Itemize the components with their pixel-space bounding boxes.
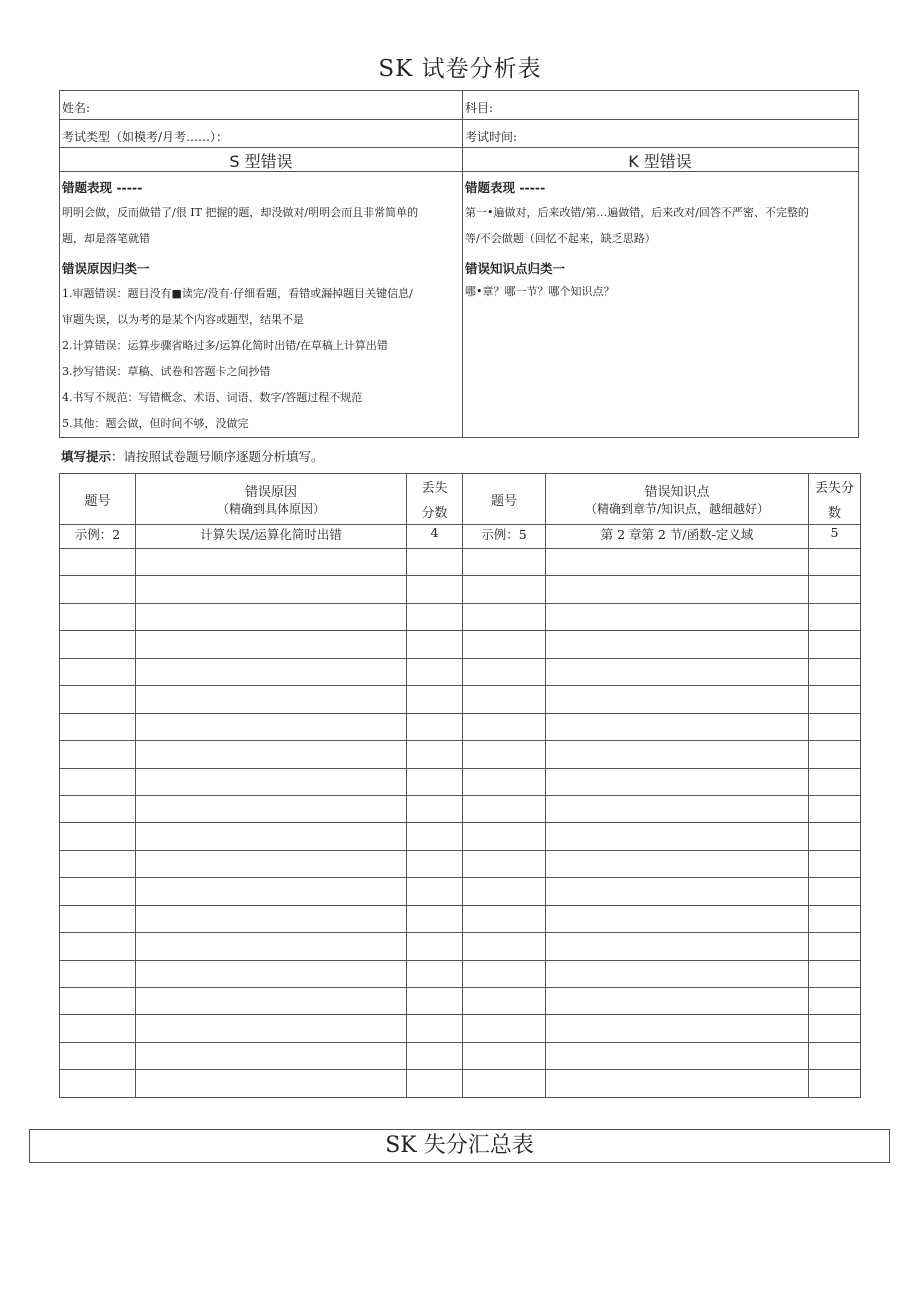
table-cell[interactable] (407, 933, 463, 960)
table-cell[interactable] (136, 905, 407, 932)
k-knowledge-heading: 错误知识点归类一 (465, 261, 566, 276)
table-cell[interactable] (809, 960, 861, 987)
table-cell[interactable] (546, 1042, 809, 1069)
table-cell[interactable] (136, 1070, 407, 1097)
table-cell[interactable] (60, 1042, 136, 1069)
k-symptom-text: 第一•遍做对，后来改错/第…遍做错，后来改对/回答不严密、不完整的 等/不会做题（回忆不起来，缺乏思路） (465, 206, 809, 245)
table-cell[interactable] (463, 905, 546, 932)
analysis-table (59, 473, 861, 1098)
summary-title: SK 失分汇总表 (29, 1129, 890, 1163)
table-row (60, 1015, 861, 1042)
table-cell[interactable] (463, 1015, 546, 1042)
s-reason-heading: 错误原因归类一 (62, 261, 150, 276)
table-cell[interactable] (546, 905, 809, 932)
table-cell[interactable] (60, 1015, 136, 1042)
table-cell[interactable] (136, 1042, 407, 1069)
table-cell[interactable] (546, 1015, 809, 1042)
table-cell[interactable] (546, 933, 809, 960)
col-question-1: 题号 (60, 474, 136, 525)
table-cell[interactable] (809, 795, 861, 822)
table-cell[interactable] (407, 1070, 463, 1097)
table-cell[interactable] (60, 603, 136, 630)
table-cell[interactable] (546, 823, 809, 850)
table-cell[interactable] (463, 768, 546, 795)
col-lost-score-1: 丢失 分数 (407, 474, 463, 525)
table-row (60, 686, 861, 713)
subject-label: 科目: (465, 101, 494, 115)
list-item: 1.审题错误：题目没有■读完/没有·仔细看题，看错或漏掉题目关键信息/ (62, 287, 413, 300)
table-cell[interactable] (463, 741, 546, 768)
page-title: SK 试卷分析表 (378, 56, 542, 82)
table-cell[interactable] (463, 823, 546, 850)
k-type-heading: K 型错误 (628, 152, 692, 171)
table-row (60, 960, 861, 987)
table-cell[interactable] (60, 686, 136, 713)
table-cell[interactable] (463, 960, 546, 987)
table-cell[interactable] (546, 768, 809, 795)
table-row (60, 795, 861, 822)
table-cell[interactable] (407, 576, 463, 603)
table-cell[interactable] (463, 603, 546, 630)
table-cell[interactable] (60, 795, 136, 822)
table-row (60, 658, 861, 685)
table-cell[interactable] (60, 576, 136, 603)
table-row (60, 603, 861, 630)
table-cell[interactable] (136, 1015, 407, 1042)
table-cell[interactable] (809, 603, 861, 630)
table-row (60, 878, 861, 905)
table-cell[interactable] (407, 603, 463, 630)
example-reason: 计算失误/运算化简时出错 (136, 525, 407, 549)
table-cell[interactable] (136, 549, 407, 576)
table-row (60, 905, 861, 932)
table-cell[interactable] (60, 850, 136, 877)
table-cell[interactable] (809, 905, 861, 932)
table-cell[interactable] (546, 603, 809, 630)
table-cell[interactable] (809, 658, 861, 685)
table-cell[interactable] (407, 795, 463, 822)
k-symptom-heading: 错题表现 ----- (465, 180, 546, 195)
table-cell[interactable] (136, 933, 407, 960)
example-row (60, 525, 861, 549)
table-cell[interactable] (60, 713, 136, 740)
table-cell[interactable] (60, 1070, 136, 1097)
example-lost-2: 5 (809, 525, 861, 549)
table-cell[interactable] (136, 631, 407, 658)
list-item: 3.抄写错误：草稿、试卷和答题卡之间抄错 (62, 365, 271, 378)
table-cell[interactable] (407, 960, 463, 987)
table-row (60, 1070, 861, 1097)
table-row (60, 713, 861, 740)
table-cell[interactable] (546, 713, 809, 740)
table-cell[interactable] (60, 823, 136, 850)
example-knowledge-point: 第 2 章第 2 节/函数-定义域 (546, 525, 809, 549)
table-cell[interactable] (60, 878, 136, 905)
table-cell[interactable] (546, 850, 809, 877)
s-symptom-text: 明明会做，反而做错了/很 IT 把握的题，却没做对/明明会而且非常简单的 题，却是落笔就错 (62, 206, 419, 245)
table-cell[interactable] (463, 576, 546, 603)
table-cell[interactable] (60, 960, 136, 987)
table-cell[interactable] (809, 741, 861, 768)
table-cell[interactable] (407, 1015, 463, 1042)
table-cell[interactable] (546, 549, 809, 576)
s-type-heading: S 型错误 (229, 152, 293, 171)
table-cell[interactable] (463, 631, 546, 658)
table-cell[interactable] (546, 658, 809, 685)
list-item: 2.计算错误：运算步骤省略过多/运算化简时出错/在草稿上计算出错 (62, 339, 388, 352)
table-row (60, 933, 861, 960)
table-cell[interactable] (546, 795, 809, 822)
table-cell[interactable] (546, 878, 809, 905)
table-cell[interactable] (407, 713, 463, 740)
table-cell[interactable] (463, 850, 546, 877)
table-cell[interactable] (136, 988, 407, 1015)
table-cell[interactable] (463, 713, 546, 740)
table-cell[interactable] (463, 658, 546, 685)
table-cell[interactable] (407, 850, 463, 877)
table-cell[interactable] (136, 686, 407, 713)
table-cell[interactable] (809, 549, 861, 576)
table-cell[interactable] (809, 631, 861, 658)
table-cell[interactable] (60, 658, 136, 685)
name-label: 姓名: (62, 101, 91, 115)
table-cell[interactable] (463, 1070, 546, 1097)
col-error-reason: 错误原因 （精确到具体原因） (136, 474, 407, 525)
table-cell[interactable] (60, 631, 136, 658)
table-row (60, 768, 861, 795)
table-cell[interactable] (809, 713, 861, 740)
table-cell[interactable] (407, 549, 463, 576)
table-cell[interactable] (407, 878, 463, 905)
table-cell[interactable] (809, 768, 861, 795)
table-row (60, 741, 861, 768)
table-cell[interactable] (809, 878, 861, 905)
s-reason-list (62, 281, 413, 437)
table-cell[interactable] (136, 658, 407, 685)
table-cell[interactable] (407, 823, 463, 850)
table-cell[interactable] (407, 768, 463, 795)
table-cell[interactable] (809, 988, 861, 1015)
table-cell[interactable] (407, 686, 463, 713)
table-cell[interactable] (407, 658, 463, 685)
analysis-frame (59, 90, 859, 438)
table-row (60, 823, 861, 850)
table-row (60, 631, 861, 658)
table-cell[interactable] (136, 960, 407, 987)
table-cell[interactable] (463, 1042, 546, 1069)
table-row (60, 850, 861, 877)
table-cell[interactable] (60, 905, 136, 932)
example-question-1: 示例：2 (60, 525, 136, 549)
table-cell[interactable] (463, 933, 546, 960)
fill-hint: 填写提示：请按照试卷题号顺序逐题分析填写。 (61, 449, 324, 464)
table-cell[interactable] (407, 631, 463, 658)
k-knowledge-text: 哪•章？哪一节？哪个知识点？ (465, 285, 615, 298)
table-cell[interactable] (546, 576, 809, 603)
table-cell[interactable] (136, 576, 407, 603)
table-cell[interactable] (463, 686, 546, 713)
table-cell[interactable] (136, 795, 407, 822)
list-item: 审题失误，以为考的是某个内容或题型，结果不是 (62, 313, 304, 326)
col-knowledge-point: 错误知识点 （精确到章节/知识点，越细越好） (546, 474, 809, 525)
table-cell[interactable] (136, 878, 407, 905)
table-cell[interactable] (809, 1042, 861, 1069)
table-cell[interactable] (60, 549, 136, 576)
table-cell[interactable] (809, 933, 861, 960)
table-cell[interactable] (463, 549, 546, 576)
table-cell[interactable] (546, 686, 809, 713)
example-lost-1: 4 (407, 525, 463, 549)
list-item: 5.其他：题会做，但时间不够，没做完 (62, 417, 249, 430)
list-item: 4.书写不规范：写错概念、术语、词语、数字/答题过程不规范 (62, 391, 363, 404)
table-cell[interactable] (136, 768, 407, 795)
table-cell[interactable] (809, 686, 861, 713)
table-cell[interactable] (136, 823, 407, 850)
table-cell[interactable] (546, 988, 809, 1015)
table-cell[interactable] (407, 741, 463, 768)
table-cell[interactable] (60, 933, 136, 960)
table-cell[interactable] (809, 1015, 861, 1042)
table-cell[interactable] (60, 741, 136, 768)
table-cell[interactable] (546, 631, 809, 658)
table-cell[interactable] (463, 988, 546, 1015)
table-cell[interactable] (546, 1070, 809, 1097)
table-row (60, 988, 861, 1015)
table-cell[interactable] (546, 741, 809, 768)
table-row (60, 576, 861, 603)
table-cell[interactable] (136, 603, 407, 630)
table-cell[interactable] (809, 1070, 861, 1097)
table-cell[interactable] (463, 878, 546, 905)
col-question-2: 题号 (463, 474, 546, 525)
table-cell[interactable] (60, 988, 136, 1015)
table-cell[interactable] (809, 823, 861, 850)
table-cell[interactable] (809, 850, 861, 877)
table-cell[interactable] (136, 850, 407, 877)
exam-time-label: 考试时间: (465, 130, 518, 144)
table-cell[interactable] (463, 795, 546, 822)
table-cell[interactable] (60, 768, 136, 795)
table-cell[interactable] (546, 960, 809, 987)
table-cell[interactable] (809, 576, 861, 603)
table-cell[interactable] (407, 988, 463, 1015)
table-row (60, 549, 861, 576)
s-symptom-heading: 错题表现 ----- (62, 180, 143, 195)
example-question-2: 示例：5 (463, 525, 546, 549)
exam-type-label: 考试类型（如模考/月考……）： (62, 130, 229, 144)
table-cell[interactable] (136, 713, 407, 740)
table-cell[interactable] (407, 905, 463, 932)
table-row (60, 1042, 861, 1069)
table-cell[interactable] (407, 1042, 463, 1069)
col-lost-score-2: 丢失分 数 (809, 474, 861, 525)
table-cell[interactable] (136, 741, 407, 768)
table-header-row (60, 474, 861, 525)
